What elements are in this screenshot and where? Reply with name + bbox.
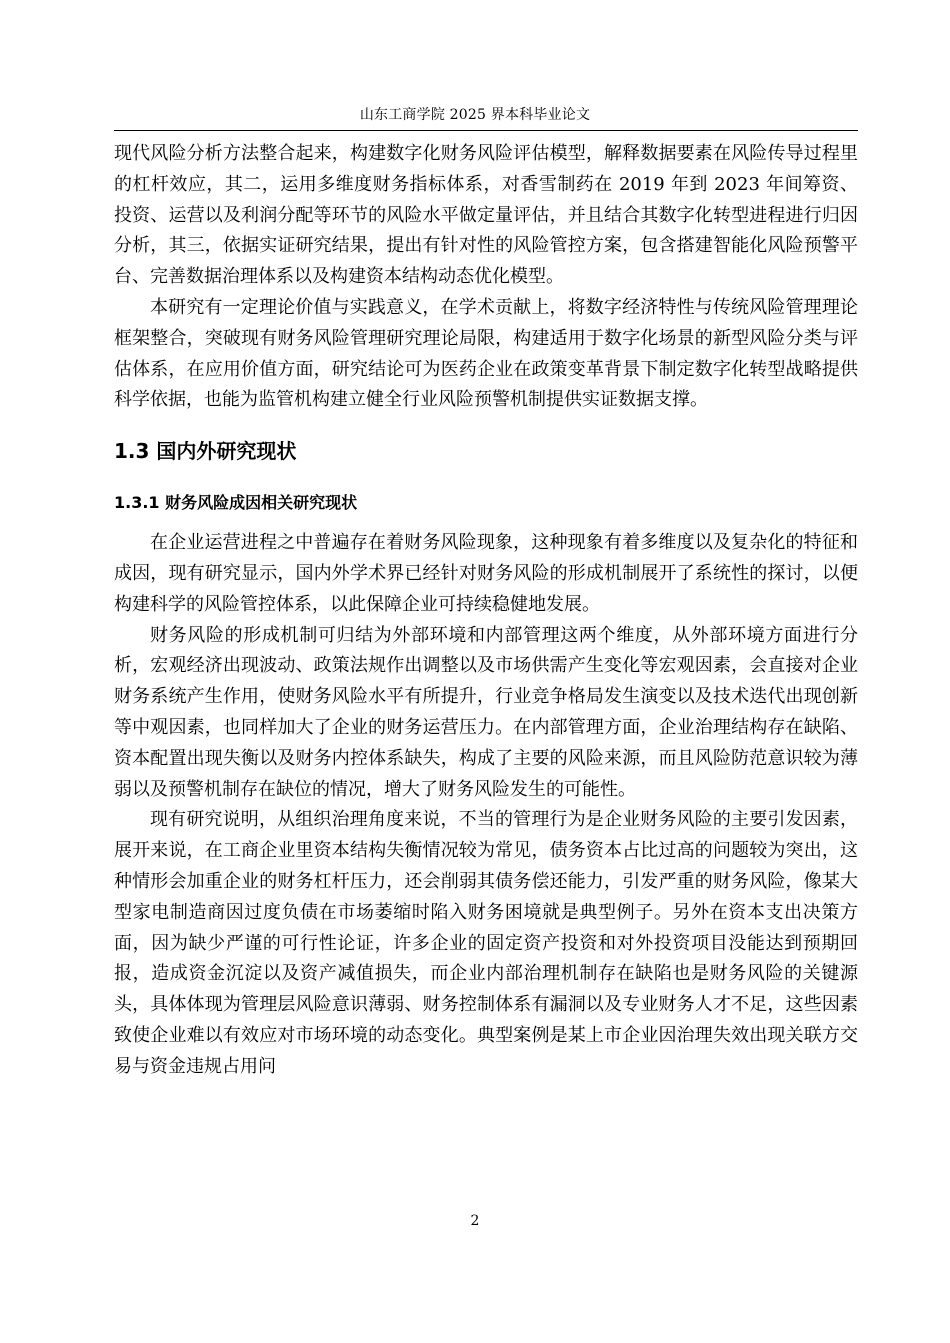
paragraph-research-significance: 本研究有一定理论价值与实践意义，在学术贡献上，将数字经济特性与传统风险管理理论框架整合，突破现有财务风险管理研究理论局限，构建适用于数字化场景的新型风险分类与评估体系，在应用价值方面，研究结论可为医药企业在政策变革背景下制定数字化转型战略提供科学依据，也能为监管机构建立健全行业风险预警机制提供实证数据支撑。 bbox=[114, 296, 858, 411]
paragraph-governance-factors: 现有研究说明，从组织治理角度来说，不当的管理行为是企业财务风险的主要引发因素，展开来说，在工商企业里资本结构失衡情况较为常见，债务资本占比过高的问题较为突出，这种情形会加重企业的财务杠杆压力，还会削弱其债务偿还能力，引发严重的财务风险，像某大型家电制造商因过度负债在市场萎缩时陷入财务困境就是典型例子。另外在资本支出决策方面，因为缺少严谨的可行性论证，许多企业的固定资产投资和对外投资项目没能达到预期回报，造成资金沉淀以及资产减值损失，而企业内部治理机制存在缺陷也是财务风险的关键源头，具体体现为管理层风险意识薄弱、财务控制体系有漏洞以及专业财务人才不足，这些因素致使企业难以有效应对市场环境的动态变化。典型案例是某上市企业因治理失效出现关联方交易与资金违规占用问 bbox=[114, 809, 858, 1077]
paragraph-continuation: 现代风险分析方法整合起来，构建数字化财务风险评估模型，解释数据要素在风险传导过程里的杠杆效应，其二，运用多维度财务指标体系，对香雪制药在 2019 年到 2023 年间筹资、投资、运营以及利润分配等环节的风险水平做定量评估，并且结合其数字化转型进程进行归因分析，其三，依据实证研究结果，提出有针对性的风险管控方案，包含搭建智能化风险预警平台、完善数据治理体系以及构建资本结构动态优化模型。 bbox=[114, 143, 858, 288]
page-body bbox=[114, 139, 858, 1083]
subsection-heading: 1.3.1 财务风险成因相关研究现状 bbox=[114, 493, 358, 513]
paragraph-risk-mechanism: 财务风险的形成机制可归结为外部环境和内部管理这两个维度，从外部环境方面进行分析，宏观经济出现波动、政策法规作出调整以及市场供需产生变化等宏观因素，会直接对企业财务系统产生作用，使财务风险水平有所提升，行业竞争格局发生演变以及技术迭代出现创新等中观因素，也同样加大了企业的财务运营压力。在内部管理方面，企业治理结构存在缺陷、资本配置出现失衡以及财务内控体系缺失，构成了主要的风险来源，而且风险防范意识较为薄弱以及预警机制存在缺位的情况，增大了财务风险发生的可能性。 bbox=[114, 624, 858, 800]
running-header: 山东工商学院 2025 界本科毕业论文 bbox=[359, 107, 591, 123]
section-heading: 1.3 国内外研究现状 bbox=[114, 439, 297, 464]
header-rule bbox=[114, 130, 858, 131]
page-number: 2 bbox=[470, 1213, 480, 1229]
paragraph-risk-overview: 在企业运营进程之中普遍存在着财务风险现象，这种现象有着多维度以及复杂化的特征和成因，现有研究显示，国内外学术界已经针对财务风险的形成机制展开了系统性的探讨，以便构建科学的风险管控体系，以此保障企业可持续稳健地发展。 bbox=[114, 532, 858, 615]
